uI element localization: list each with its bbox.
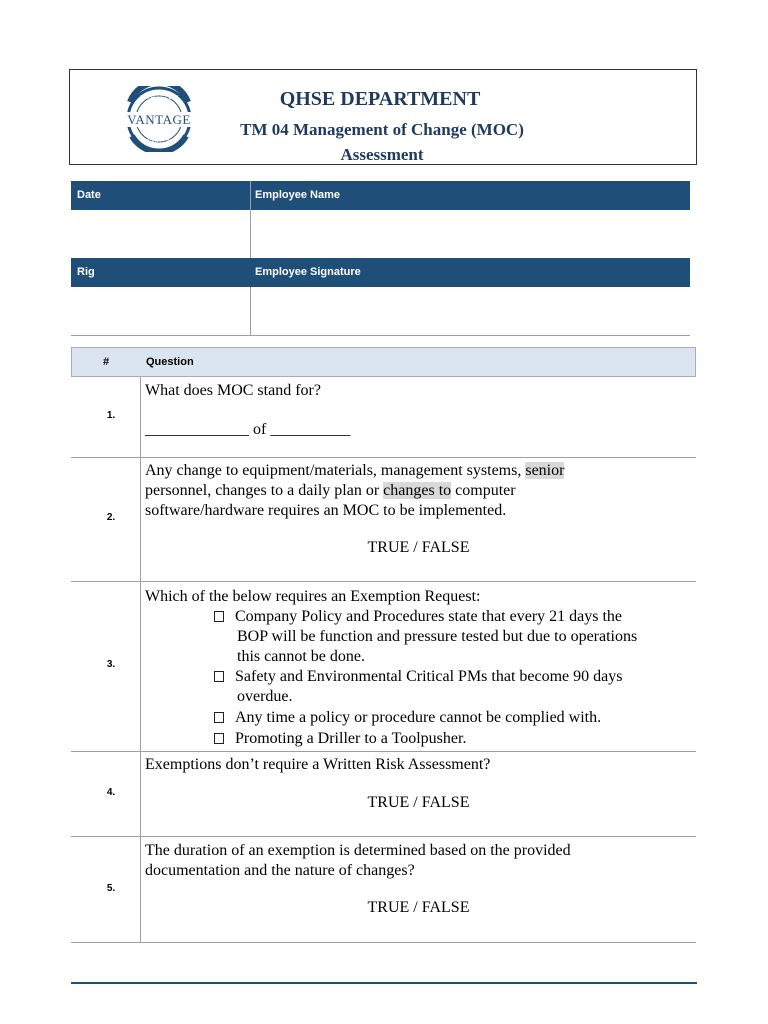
question-1-text: What does MOC stand for? — [145, 382, 321, 399]
vantage-logo — [122, 86, 196, 152]
row-separator — [71, 751, 696, 752]
document-subtitle: TM 04 Management of Change (MOC) — [240, 120, 524, 139]
svg-text:EVERY DAY: EVERY DAY — [144, 139, 174, 145]
option-text: Any time a policy or procedure cannot be complied with. — [235, 709, 602, 726]
highlight-changes-to: changes to — [383, 482, 452, 499]
checkbox-icon[interactable] — [214, 671, 224, 682]
q5-line1: The duration of an exemption is determined based on the provided — [145, 842, 571, 859]
info-header-row-1 — [71, 181, 690, 210]
blank-right: __________ — [270, 421, 351, 438]
option-text: Promoting a Driller to a Toolpusher. — [235, 730, 467, 747]
question-5-true-false[interactable]: TRUE / FALSE — [367, 899, 470, 916]
date-field[interactable] — [71, 210, 250, 258]
number-column-header: # — [102, 356, 110, 368]
blank-of: of — [253, 421, 267, 438]
option-continuation: overdue. — [237, 688, 293, 705]
q2-line2: personnel, changes to a daily plan or — [145, 482, 380, 499]
checkbox-icon[interactable] — [214, 611, 224, 622]
document-subtitle-assessment: Assessment — [340, 145, 424, 164]
option-checkbox-row[interactable] — [214, 708, 694, 728]
highlight-senior: senior — [525, 462, 565, 479]
rig-label: Rig — [77, 266, 95, 278]
q5-line2: documentation and the nature of changes? — [145, 862, 415, 879]
question-3-text: Which of the below requires an Exemption Request: — [145, 588, 481, 605]
question-5-number: 5. — [106, 883, 116, 894]
blank-left: _____________ — [145, 421, 249, 438]
employee-signature-field[interactable] — [251, 287, 690, 335]
question-2-true-false[interactable]: TRUE / FALSE — [367, 539, 470, 556]
row-separator — [71, 457, 696, 458]
question-1-number: 1. — [106, 410, 116, 421]
q2-line3: software/hardware requires an MOC to be implemented. — [145, 502, 507, 519]
q2-line1: Any change to equipment/materials, management systems, — [145, 462, 522, 479]
checkbox-icon[interactable] — [214, 712, 224, 723]
row-separator — [71, 942, 696, 943]
info-table-bottom-border — [71, 335, 690, 336]
option-checkbox-row[interactable] — [214, 607, 694, 627]
option-checkbox-row[interactable] — [214, 667, 694, 687]
option-checkbox-row[interactable] — [214, 729, 694, 749]
q2-line2-end: computer — [455, 482, 516, 499]
option-continuation: BOP will be function and pressure tested but due to operations — [237, 628, 638, 645]
row-separator — [71, 581, 696, 582]
employee-signature-label: Employee Signature — [255, 266, 361, 278]
option-text: Company Policy and Procedures state that every 21 days the — [235, 608, 623, 625]
svg-text:A PERFECT DAY: A PERFECT DAY — [139, 95, 179, 101]
option-continuation: this cannot be done. — [237, 648, 365, 665]
checkbox-icon[interactable] — [214, 733, 224, 744]
employee-name-label: Employee Name — [255, 189, 340, 201]
date-label: Date — [77, 189, 101, 201]
info-header-row-2 — [71, 258, 690, 287]
question-4-text: Exemptions don’t require a Written Risk Assessment? — [145, 756, 491, 773]
footer-divider — [71, 982, 697, 984]
question-2-number: 2. — [106, 512, 116, 523]
department-title: QHSE DEPARTMENT — [279, 88, 481, 110]
question-4-number: 4. — [106, 787, 116, 798]
question-1-answer-blank[interactable] — [145, 420, 350, 440]
question-2-text — [145, 461, 695, 521]
employee-name-field[interactable] — [251, 210, 690, 258]
questions-table-header — [71, 347, 696, 377]
option-text: Safety and Environmental Critical PMs that become 90 days — [235, 668, 623, 685]
question-4-true-false[interactable]: TRUE / FALSE — [367, 794, 470, 811]
question-column-header: Question — [146, 356, 194, 368]
question-5-text — [145, 841, 695, 881]
question-3-number: 3. — [106, 659, 116, 670]
row-separator — [71, 836, 696, 837]
svg-text:VANTAGE: VANTAGE — [127, 112, 191, 127]
rig-field[interactable] — [71, 287, 250, 335]
